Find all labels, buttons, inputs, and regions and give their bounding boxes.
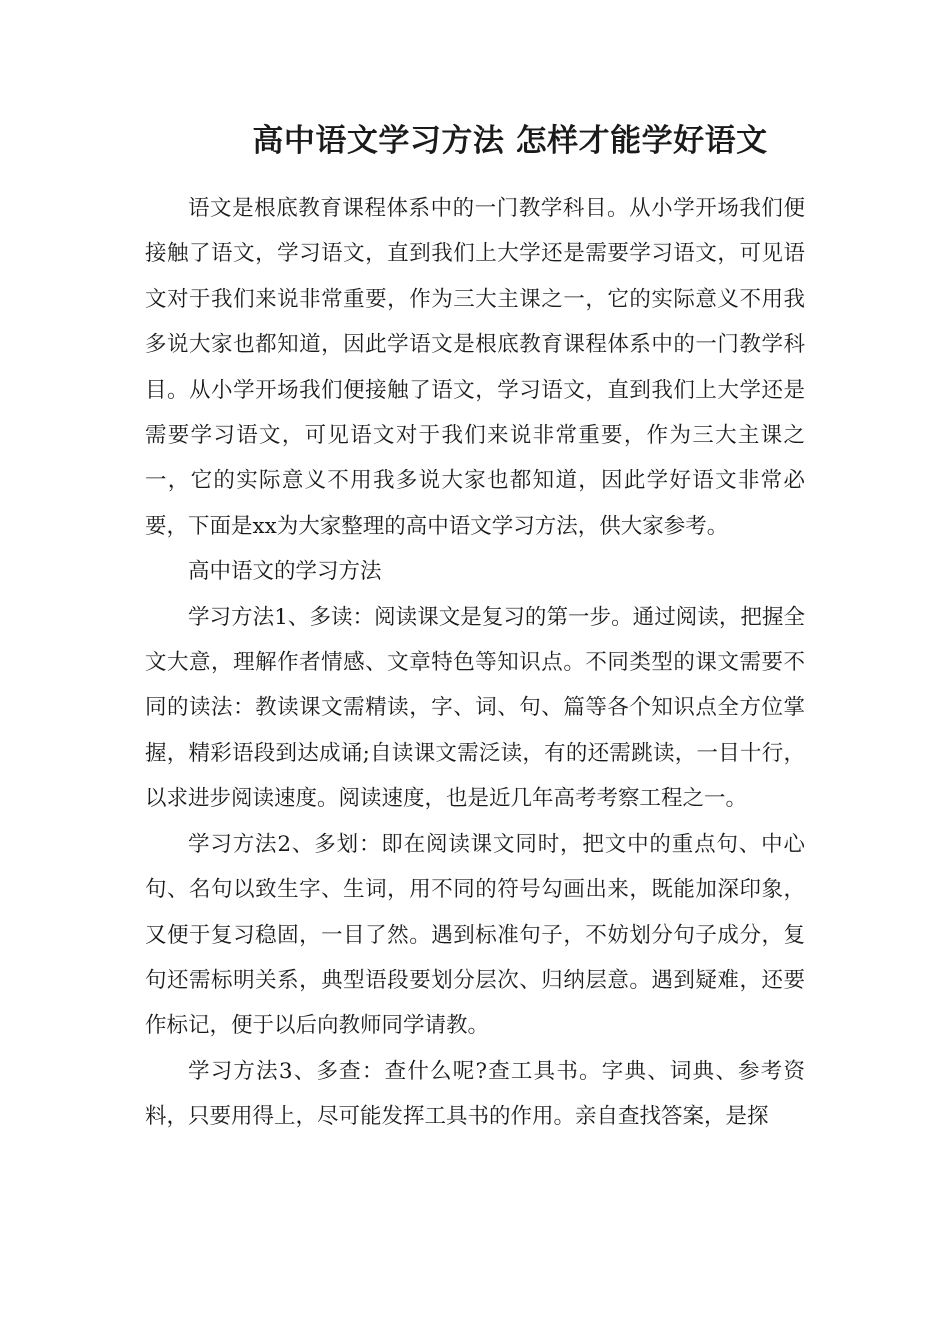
intro-paragraph: 语文是根底教育课程体系中的一门教学科目。从小学开场我们便接触了语文，学习语文，直到我们上大学还是需要学习语文，可见语文对于我们来说非常重要，作为三大主课之一，它的实际意义不用我多说大家也都知道，因此学语文是根底教育课程体系中的一门教学科目。从小学开场我们便接触了语文，学习语文，直到我们上大学还是需要学习语文，可见语文对于我们来说非常重要，作为三大主课之一，它的实际意义不用我多说大家也都知道，因此学好语文非常必要，下面是xx为大家整理的高中语文学习方法，供大家参考。: [145, 196, 805, 539]
method-1-paragraph: 学习方法1、多读：阅读课文是复习的第一步。通过阅读，把握全文大意，理解作者情感、文章特色等知识点。不同类型的课文需要不同的读法：教读课文需精读，字、词、句、篇等各个知识点全方位掌握，精彩语段到达成诵;自读课文需泛读，有的还需跳读，一目十行，以求进步阅读速度。阅读速度，也是近几年高考考察工程之一。: [145, 604, 805, 812]
document-title: 高中语文学习方法 怎样才能学好语文: [252, 123, 768, 159]
section-heading: 高中语文的学习方法: [188, 559, 382, 585]
method-3-paragraph: 学习方法3、多查：查什么呢?查工具书。字典、词典、参考资料，只要用得上，尽可能发挥工具书的作用。亲自查找答案，是探: [145, 1058, 805, 1130]
document-body: [145, 186, 805, 1140]
method-2-paragraph: 学习方法2、多划：即在阅读课文同时，把文中的重点句、中心句、名句以致生字、生词，用不同的符号勾画出来，既能加深印象，又便于复习稳固，一目了然。遇到标准句子，不妨划分句子成分，复句还需标明关系，典型语段要划分层次、归纳层意。遇到疑难，还要作标记，便于以后向教师同学请教。: [145, 831, 805, 1039]
